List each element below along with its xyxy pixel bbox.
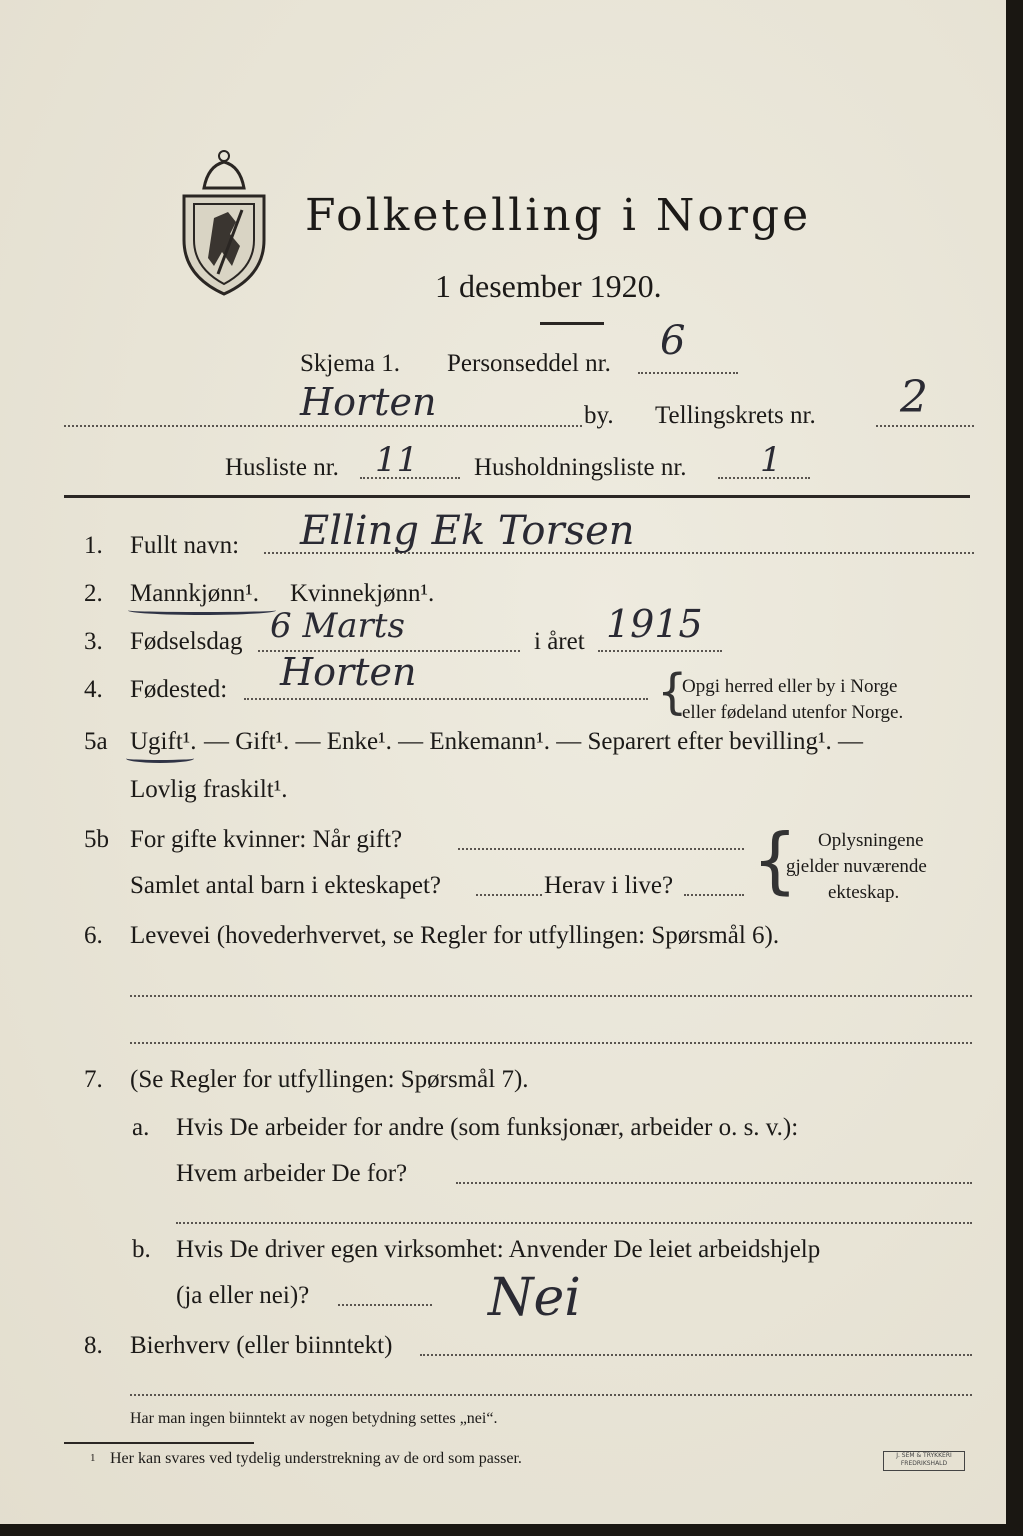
personseddel-label: Personseddel nr. — [447, 350, 611, 377]
q7-label: (Se Regler for utfyllingen: Spørsmål 7). — [130, 1066, 529, 1093]
q8-field-line2 — [130, 1394, 972, 1396]
q5b-note-line3: ekteskap. — [828, 882, 900, 903]
q5b-alive-field — [684, 894, 744, 896]
q5b-children-label: Samlet antal barn i ekteskapet? — [130, 872, 441, 899]
q4-brace: { — [657, 664, 688, 720]
by-label: by. — [584, 402, 614, 429]
q1-number: 1. — [84, 532, 103, 559]
q4-note-line2: eller fødeland utenfor Norge. — [682, 702, 904, 723]
husholdningsliste-label: Husholdningsliste nr. — [474, 454, 687, 481]
q3-number: 3. — [84, 628, 103, 655]
q2-number: 2. — [84, 580, 103, 607]
q3-year-value: 1915 — [606, 602, 703, 646]
husliste-label: Husliste nr. — [225, 454, 339, 481]
q7a-label: Hvis De arbeider for andre (som funksjonær, arbeider o. s. v.): — [176, 1114, 799, 1141]
census-date: 1 desember 1920. — [435, 268, 662, 304]
q5a-line2: Lovlig fraskilt¹. — [130, 776, 288, 803]
q5b-married-field — [458, 848, 744, 850]
q6-label: Levevei (hovederhvervet, se Regler for utfyllingen: Spørsmål 6). — [130, 922, 780, 949]
q7b-field — [338, 1304, 432, 1306]
by-value: Horten — [300, 380, 437, 424]
footnote-mark: 1 — [90, 1452, 96, 1464]
header-rule — [64, 495, 970, 498]
husliste-value: 11 — [375, 440, 419, 480]
q5a-ugift-underline — [126, 754, 194, 763]
q2-female: Kvinnekjønn¹. — [290, 580, 435, 607]
q6-field-line2 — [130, 1042, 972, 1044]
q2-male-underline — [128, 606, 276, 615]
q2-male: Mannkjønn¹. — [130, 580, 260, 607]
tellingskrets-value: 2 — [900, 372, 928, 423]
q7b-letter: b. — [132, 1236, 151, 1263]
q3-year-field — [598, 650, 722, 652]
q4-value: Horten — [280, 650, 417, 694]
printer-stamp: J. SEM & TRYKKERI FREDRIKSHALD — [883, 1451, 965, 1471]
tellingskrets-label: Tellingskrets nr. — [655, 402, 816, 429]
personseddel-field — [638, 372, 738, 374]
q6-number: 6. — [84, 922, 103, 949]
q5a-number: 5a — [84, 728, 108, 755]
q7a-letter: a. — [132, 1114, 150, 1141]
footnote-rule — [64, 1442, 254, 1444]
q8-field-line1 — [420, 1354, 972, 1356]
q8-number: 8. — [84, 1332, 103, 1359]
q5b-label: For gifte kvinner: Når gift? — [130, 826, 403, 853]
tellingskrets-field — [876, 425, 974, 427]
q8-note: Har man ingen biinntekt av nogen betydning settes „nei“. — [130, 1410, 498, 1427]
q1-value: Elling Ek Torsen — [300, 508, 635, 554]
q3-value: 6 Marts — [270, 606, 405, 646]
q7-number: 7. — [84, 1066, 103, 1093]
skjema-label: Skjema 1. — [300, 350, 400, 377]
q4-number: 4. — [84, 676, 103, 703]
q7a-field-line1 — [456, 1182, 972, 1184]
q5b-note-line2: gjelder nuværende — [786, 856, 927, 877]
q5b-number: 5b — [84, 826, 109, 853]
title-divider — [540, 322, 604, 325]
q8-label: Bierhverv (eller biinntekt) — [130, 1332, 393, 1359]
form-title: Folketelling i Norge — [305, 190, 812, 241]
q6-field-line1 — [130, 995, 972, 997]
q7b-label: Hvis De driver egen virksomhet: Anvender De leiet arbeidshjelp — [176, 1236, 821, 1263]
q1-label: Fullt navn: — [130, 532, 240, 559]
q5a-options: — Gift¹. — Enke¹. — Enkemann¹. — Separert efter bevilling¹. — — [204, 728, 863, 755]
q5a-ugift: Ugift¹. — [130, 728, 197, 755]
q5b-brace: { — [752, 818, 798, 902]
q7b-value: Nei — [488, 1268, 581, 1328]
by-field — [64, 425, 582, 427]
q7a-who-label: Hvem arbeider De for? — [176, 1160, 408, 1187]
q5b-children-field — [476, 894, 542, 896]
norway-coat-of-arms-icon — [178, 148, 270, 298]
q7b-yes-no-label: (ja eller nei)? — [176, 1282, 310, 1309]
q7a-field-line2 — [176, 1222, 972, 1224]
q3-label: Fødselsdag — [130, 628, 243, 655]
q5b-alive-label: Herav i live? — [544, 872, 674, 899]
q3-year-label: i året — [534, 628, 585, 655]
q5b-note-line1: Oplysningene — [818, 830, 924, 851]
footnote-text: Her kan svares ved tydelig understrekning av de ord som passer. — [110, 1450, 522, 1467]
q4-field — [244, 698, 648, 700]
scan-edge — [1006, 0, 1023, 1536]
personseddel-value: 6 — [660, 318, 686, 364]
q4-note-line1: Opgi herred eller by i Norge — [682, 676, 898, 697]
q4-label: Fødested: — [130, 676, 228, 703]
husholdningsliste-value: 1 — [760, 440, 782, 480]
